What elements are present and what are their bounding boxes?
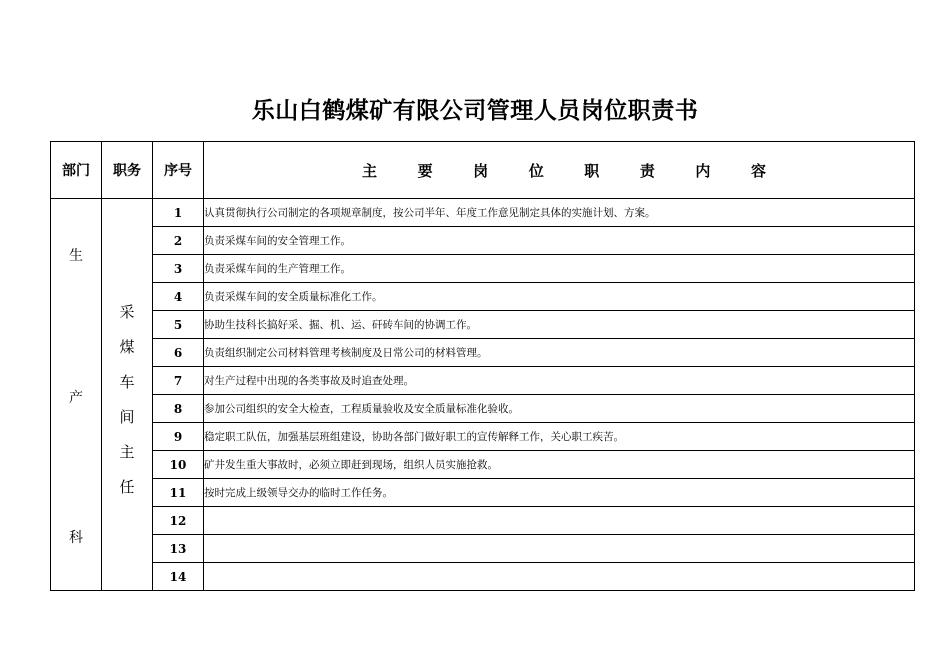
role-cell — [102, 199, 153, 591]
duty-text: 稳定职工队伍，加强基层班组建设，协助各部门做好职工的宣传解释工作，关心职工疾苦。 — [204, 423, 915, 451]
duty-text: 按时完成上级领导交办的临时工作任务。 — [204, 479, 915, 507]
duty-text — [204, 563, 915, 591]
row-number: 11 — [153, 479, 204, 507]
table-row — [51, 311, 915, 339]
header-content-char: 责 — [639, 161, 655, 180]
header-content-char: 容 — [750, 161, 766, 180]
role-char: 采 — [119, 303, 135, 321]
table-row — [51, 199, 915, 227]
header-seq: 序号 — [153, 142, 204, 199]
header-content-char: 内 — [695, 161, 711, 180]
duty-text — [204, 507, 915, 535]
duty-table — [50, 141, 915, 591]
header-content-char: 主 — [362, 161, 378, 180]
department-char: 产 — [69, 390, 83, 406]
row-number: 4 — [153, 283, 204, 311]
table-row — [51, 479, 915, 507]
duty-text: 认真贯彻执行公司制定的各项规章制度，按公司半年、年度工作意见制定具体的实施计划、方案。 — [204, 199, 915, 227]
row-number: 8 — [153, 395, 204, 423]
table-row — [51, 563, 915, 591]
header-content-char: 要 — [417, 161, 433, 180]
header-content — [204, 142, 915, 199]
role-char: 任 — [119, 478, 135, 496]
department-char: 生 — [69, 248, 83, 264]
duty-text: 协助生技科长搞好采、掘、机、运、矸砖车间的协调工作。 — [204, 311, 915, 339]
document-title: 乐山白鹤煤矿有限公司管理人员岗位职责书 — [251, 97, 699, 124]
row-number: 6 — [153, 339, 204, 367]
table-row — [51, 339, 915, 367]
table-row — [51, 227, 915, 255]
header-content-char: 位 — [528, 161, 544, 180]
duty-text: 矿井发生重大事故时，必须立即赶到现场，组织人员实施抢救。 — [204, 451, 915, 479]
row-number: 3 — [153, 255, 204, 283]
duty-text: 负责采煤车间的生产管理工作。 — [204, 255, 915, 283]
table-row — [51, 507, 915, 535]
table-row — [51, 451, 915, 479]
department-cell — [51, 199, 102, 591]
table-row — [51, 367, 915, 395]
table-row — [51, 423, 915, 451]
table-row — [51, 395, 915, 423]
row-number: 12 — [153, 507, 204, 535]
duty-text: 对生产过程中出现的各类事故及时追查处理。 — [204, 367, 915, 395]
duty-text: 负责采煤车间的安全管理工作。 — [204, 227, 915, 255]
row-number: 13 — [153, 535, 204, 563]
role-char: 主 — [119, 443, 135, 461]
row-number: 5 — [153, 311, 204, 339]
row-number: 2 — [153, 227, 204, 255]
header-content-char: 岗 — [473, 161, 489, 180]
department-char: 科 — [69, 530, 83, 546]
role-char: 煤 — [119, 338, 135, 356]
row-number: 10 — [153, 451, 204, 479]
duty-text: 负责采煤车间的安全质量标准化工作。 — [204, 283, 915, 311]
header-row — [51, 142, 915, 199]
row-number: 7 — [153, 367, 204, 395]
duty-text: 负责组织制定公司材料管理考核制度及日常公司的材料管理。 — [204, 339, 915, 367]
role-char: 间 — [119, 408, 135, 426]
row-number: 1 — [153, 199, 204, 227]
header-content-char: 职 — [584, 161, 600, 180]
header-department: 部门 — [51, 142, 102, 199]
role-char: 车 — [119, 373, 135, 391]
table-row — [51, 535, 915, 563]
row-number: 14 — [153, 563, 204, 591]
header-role: 职务 — [102, 142, 153, 199]
duty-text: 参加公司组织的安全大检查，工程质量验收及安全质量标准化验收。 — [204, 395, 915, 423]
row-number: 9 — [153, 423, 204, 451]
table-row — [51, 283, 915, 311]
duty-text — [204, 535, 915, 563]
table-row — [51, 255, 915, 283]
